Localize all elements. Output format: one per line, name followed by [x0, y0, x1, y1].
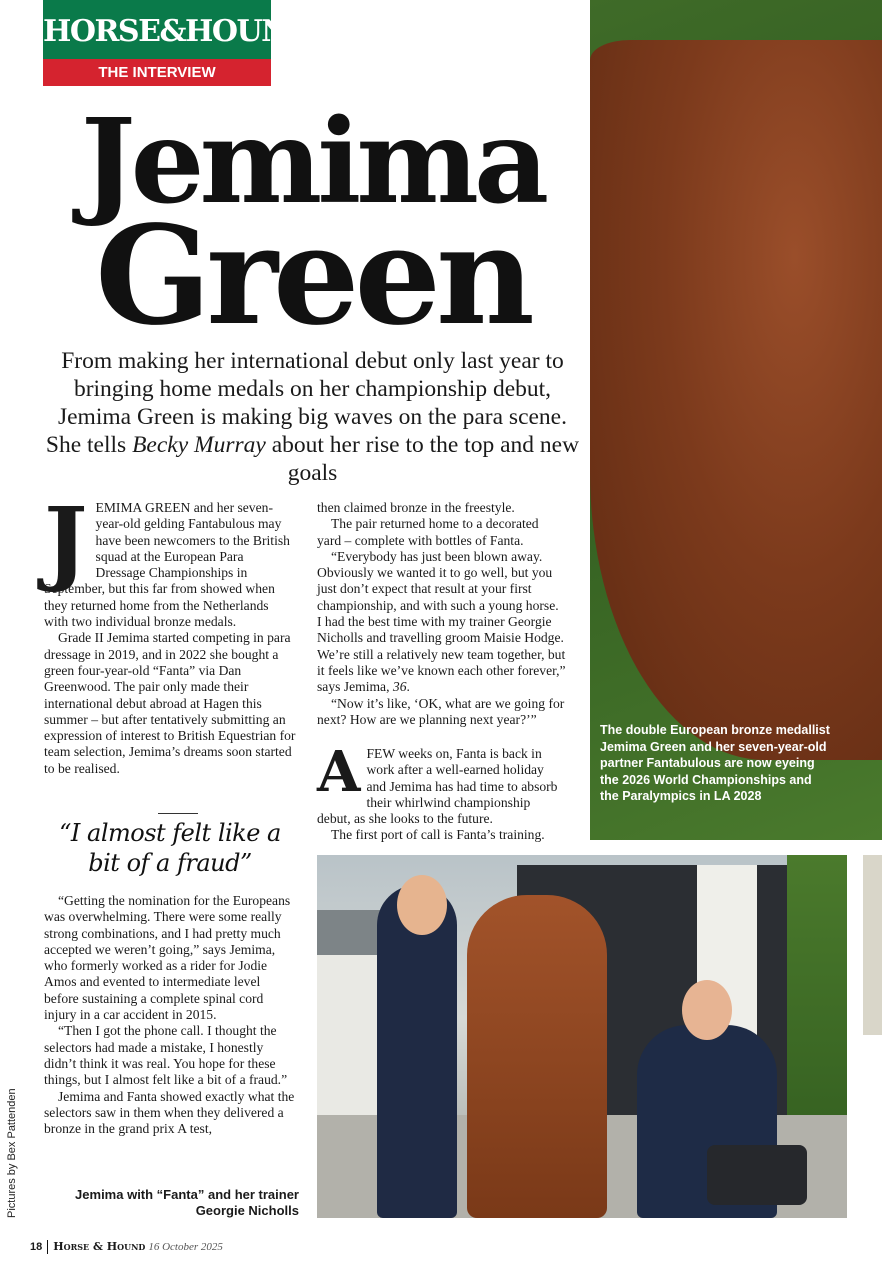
column-2-bottom	[317, 739, 566, 844]
main-photo-caption: Jemima with “Fanta” and her trainer Georgie Nicholls	[75, 1187, 299, 1218]
paragraph-1: EMIMA GREEN and her seven-year-old gelding Fantabulous may have been newcomers to the British squad at the European Para Dressage Championships in September, but this far from showed when they returned home from the Netherlands with two individual bronze medals.	[44, 500, 290, 630]
photo-trainer-head	[682, 980, 732, 1040]
side-strip	[863, 855, 882, 1035]
column-1-bottom	[44, 893, 296, 1137]
dropcap-2: A	[317, 739, 361, 805]
photo-credit: Pictures by Bex Pattenden	[6, 1088, 18, 1218]
horse-photo	[590, 0, 882, 840]
paragraph-6: then claimed bronze in the freestyle.	[317, 500, 515, 515]
paragraph-8-end: .	[406, 679, 410, 695]
folio-publication: Horse & Hound	[53, 1240, 146, 1253]
column-1-top	[44, 487, 296, 777]
pullquote-rule	[158, 813, 198, 814]
standfirst-author: Becky Murray	[132, 432, 266, 458]
masthead	[43, 0, 312, 86]
standfirst	[40, 347, 585, 487]
main-photo	[317, 855, 847, 1218]
paragraph-2: Grade II Jemima started competing in para dressage in 2019, and in 2022 she bought a green four-year-old “Fanta” via Dan Greenwood. The pair only made their international debut abroad at Hagen this summer – but after tentatively submitting an expression of interest to British Equestrian for team selection, Jemima’s dreams soon started to be realised.	[44, 630, 296, 776]
folio-divider	[47, 1240, 48, 1254]
title-line-2: Green	[95, 196, 530, 356]
photo-scooter	[707, 1145, 807, 1205]
standfirst-before: From making her international debut only last year to bringing home medals on her championship debut, Jemima Green is making big waves on the para scene. She tells	[45, 348, 567, 458]
column-2-top	[317, 500, 566, 728]
masthead-section: THE INTERVIEW	[43, 59, 271, 86]
photo-horse	[467, 895, 607, 1218]
dropcap: J	[44, 487, 88, 595]
page-number: 18	[30, 1241, 43, 1253]
masthead-brand: HORSE&HOUND	[43, 0, 271, 59]
folio-date: 16 October 2025	[148, 1241, 223, 1253]
photo-jemima-head	[397, 875, 447, 935]
paragraph-8	[317, 549, 566, 696]
paragraph-9: “Now it’s like, ‘OK, what are we going for next? How are we planning next year?’”	[317, 695, 565, 727]
paragraph-11: The first port of call is Fanta’s training.	[331, 827, 545, 843]
pullquote: “I almost felt like a bit of a fraud”	[59, 819, 281, 877]
title-line-1: Jemima	[80, 94, 545, 230]
paragraph-5: Jemima and Fanta showed exactly what the selectors saw in them when they delivered a bronze in the grand prix A test,	[44, 1088, 295, 1137]
standfirst-after: about her rise to the top and new goals	[265, 432, 580, 486]
paragraph-8-age: 36	[392, 679, 407, 695]
paragraph-7: The pair returned home to a decorated yard – complete with bottles of Fanta.	[317, 516, 539, 548]
paragraph-10: FEW weeks on, Fanta is back in work after a well-earned holiday and Jemima has had time to absorb their whirlwind championship debut, as she looks to the future.	[317, 746, 558, 827]
photo-jemima	[377, 885, 457, 1218]
paragraph-8-text: “Everybody has just been blown away. Obviously we wanted it to go well, but you just don’t expect that result at your first championship, and with such a young horse. I had the best time with my trainer Georgie Nicholls and travelling groom Maisie Hodge. We’re still a relatively new team together, but it feels like we’ve known each other forever,” says Jemima,	[317, 548, 566, 695]
folio	[30, 1238, 223, 1256]
paragraph-3: “Getting the nomination for the Europeans was overwhelming. There were some really strong combinations, and I had pretty much accepted we weren’t going,” says Jemima, who formerly worked as a rider for Jodie Amos and evented to intermediate level before sustaining a complete spinal cord injury in a car accident in 2015.	[44, 893, 291, 1023]
horse-photo-caption: The double European bronze medallist Jemima Green and her seven-year-old partner Fantabulous are now eyeing the 2026 World Championships and the Paralympics in LA 2028	[600, 723, 830, 803]
paragraph-4: “Then I got the phone call. I thought the selectors had made a mistake, I honestly didn’t think it was real. You hope for these things, but I almost felt like a bit of a fraud.”	[44, 1023, 288, 1088]
horse-neck	[590, 40, 882, 760]
